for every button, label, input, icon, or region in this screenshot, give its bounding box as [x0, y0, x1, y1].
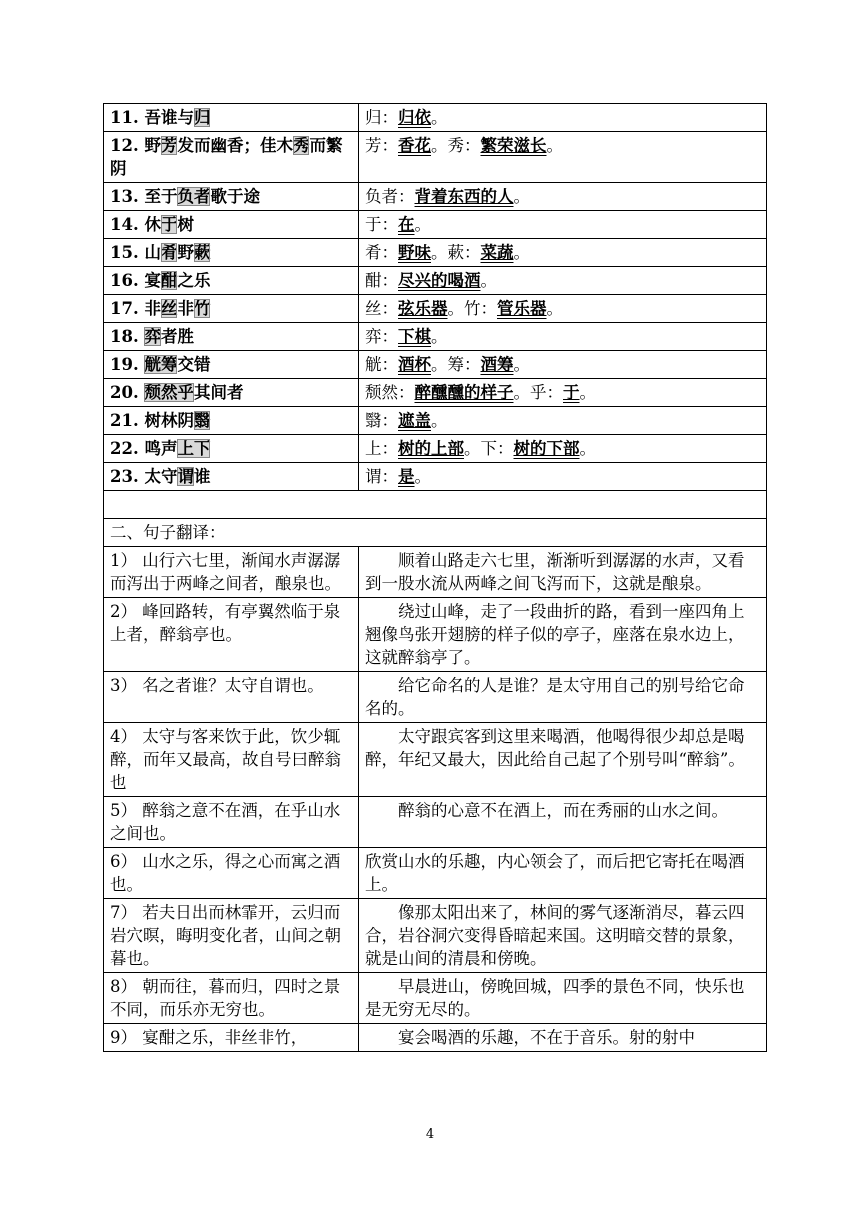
text-segment: 。 [431, 327, 448, 346]
label-text: 肴： [365, 243, 398, 262]
vocab-row [104, 267, 767, 295]
answer-text: 野味 [398, 243, 431, 262]
page-number: 4 [425, 1127, 435, 1142]
answer-text: 树的上部 [398, 439, 464, 458]
text-segment: 者胜 [160, 327, 194, 346]
label-text: 。 [513, 355, 530, 374]
text-segment: 宴 [144, 271, 161, 290]
source-sentence-cell: 1） 山行六七里，渐闻水声潺潺而泻出于两峰之间者，酿泉也。 [104, 547, 359, 598]
highlighted-word: 芳 [160, 136, 178, 155]
highlighted-word: 翳 [193, 411, 211, 430]
answer-text: 酒杯 [398, 355, 431, 374]
vocab-definition-cell [359, 435, 767, 463]
text-segment: 至于 [144, 187, 178, 206]
highlighted-word: 蔌 [193, 243, 211, 262]
highlighted-word: 谓 [177, 467, 194, 486]
highlighted-word: 竹 [193, 299, 211, 318]
label-text: 。蔌： [431, 243, 481, 262]
blank-row [104, 491, 767, 519]
vocab-row [104, 183, 767, 211]
label-text: 。竹： [447, 299, 497, 318]
vocab-definition-cell [359, 407, 767, 435]
text-segment: 吾谁与 [144, 108, 194, 127]
text-segment: 发而幽香；佳木 [177, 136, 293, 155]
translation-cell: 宴会喝酒的乐趣，不在于音乐。射的射中 [359, 1024, 767, 1052]
label-text: 酣： [365, 271, 398, 290]
item-number: 19. [110, 355, 139, 374]
answer-text: 香花 [398, 136, 431, 155]
answer-text: 管乐器 [497, 299, 547, 318]
answer-text: 归依 [398, 108, 431, 127]
answer-text: 遮盖 [398, 411, 431, 430]
highlighted-word: 肴 [160, 243, 178, 262]
text-segment: 。 [414, 467, 431, 486]
vocab-phrase-cell [104, 463, 359, 491]
answer-text: 下棋 [398, 327, 431, 346]
sentence-row [104, 848, 767, 899]
highlighted-word: 负者 [177, 187, 211, 206]
text-segment: 谁 [193, 467, 211, 486]
vocab-row [104, 211, 767, 239]
text-segment: 野 [144, 136, 161, 155]
highlighted-word: 觥筹 [144, 355, 178, 374]
worksheet-table [103, 103, 767, 1052]
vocab-definition-cell [359, 132, 767, 183]
vocab-row [104, 239, 767, 267]
sentence-row [104, 598, 767, 672]
text-segment: 。秀： [431, 136, 481, 155]
vocab-row [104, 323, 767, 351]
answer-text: 酒筹 [480, 355, 514, 374]
translation-cell: 太守跟宾客到这里来喝酒，他喝得很少却总是喝醉，年纪又最大，因此给自己起了个别号叫“醉翁”。 [359, 723, 767, 797]
vocab-row [104, 295, 767, 323]
vocab-definition-cell [359, 351, 767, 379]
vocab-phrase-cell [104, 239, 359, 267]
sentence-row [104, 899, 767, 973]
answer-text: 弦乐器 [398, 299, 448, 318]
source-sentence-cell: 2） 峰回路转，有亭翼然临于泉上者，醉翁亭也。 [104, 598, 359, 672]
highlighted-word: 秀 [292, 136, 310, 155]
answer-text: 于 [563, 383, 580, 402]
sentence-row [104, 672, 767, 723]
text-segment: 非 [177, 299, 194, 318]
vocab-phrase-cell [104, 295, 359, 323]
vocab-phrase-cell [104, 323, 359, 351]
item-number: 13. [110, 187, 139, 206]
vocab-row [104, 379, 767, 407]
vocab-phrase-cell [104, 379, 359, 407]
vocab-definition-cell [359, 463, 767, 491]
vocab-row [104, 407, 767, 435]
item-number: 17. [110, 299, 139, 318]
translation-cell: 欣赏山水的乐趣，内心领会了，而后把它寄托在喝酒上。 [359, 848, 767, 899]
item-number: 21. [110, 411, 139, 430]
label-text: 丝： [365, 299, 398, 318]
source-sentence-cell: 6） 山水之乐，得之心而寓之酒也。 [104, 848, 359, 899]
vocab-phrase-cell [104, 183, 359, 211]
highlighted-word: 弈 [144, 327, 161, 346]
item-number: 16. [110, 271, 139, 290]
sentence-row [104, 723, 767, 797]
answer-text: 菜蔬 [480, 243, 514, 262]
answer-text: 是 [398, 467, 415, 486]
vocab-phrase-cell [104, 104, 359, 132]
vocab-section [104, 104, 767, 491]
label-text: 。下： [464, 439, 514, 458]
text-segment: 。 [546, 299, 563, 318]
text-segment: 非 [144, 299, 161, 318]
vocab-phrase-cell [104, 267, 359, 295]
text-segment: 鸣声 [144, 439, 178, 458]
item-number: 15. [110, 243, 139, 262]
vocab-definition-cell [359, 183, 767, 211]
answer-text: 背着东西的人 [414, 187, 514, 206]
label-text: 负者： [365, 187, 415, 206]
vocab-row [104, 351, 767, 379]
text-segment: 。 [546, 136, 563, 155]
text-segment: 归： [365, 108, 398, 127]
source-sentence-cell: 5） 醉翁之意不在酒，在乎山水之间也。 [104, 797, 359, 848]
vocab-definition-cell [359, 295, 767, 323]
source-sentence-cell: 4） 太守与客来饮于此，饮少辄醉，而年又最高，故自号曰醉翁也 [104, 723, 359, 797]
section-heading: 二、句子翻译： [104, 519, 767, 547]
highlighted-word: 上下 [177, 439, 211, 458]
vocab-row [104, 132, 767, 183]
vocab-phrase-cell [104, 435, 359, 463]
label-text: 上： [365, 439, 398, 458]
answer-text: 尽兴的喝酒 [398, 271, 481, 290]
label-text: 弈： [365, 327, 398, 346]
vocab-phrase-cell [104, 407, 359, 435]
label-text: 。筹： [431, 355, 481, 374]
text-segment: 交错 [177, 355, 211, 374]
text-segment: 歌于途 [210, 187, 260, 206]
text-segment: 山 [144, 243, 161, 262]
vocab-definition-cell [359, 267, 767, 295]
label-text: 翳： [365, 411, 398, 430]
item-number: 20. [110, 383, 139, 402]
translation-cell: 早晨进山，傍晚回城，四季的景色不同，快乐也是无穷无尽的。 [359, 973, 767, 1024]
section-heading-row [104, 519, 767, 547]
label-text: 于： [365, 215, 398, 234]
vocab-phrase-cell [104, 132, 359, 183]
item-number: 12. [110, 136, 139, 155]
text-segment: 野 [177, 243, 194, 262]
highlighted-word: 酣 [160, 271, 178, 290]
item-number: 18. [110, 327, 139, 346]
sentence-row [104, 797, 767, 848]
text-segment: 。 [579, 383, 596, 402]
highlighted-word: 颓然乎 [144, 383, 194, 402]
text-segment: 。 [431, 108, 448, 127]
vocab-definition-cell [359, 379, 767, 407]
sentence-section [104, 547, 767, 1052]
text-segment: 。 [579, 439, 596, 458]
label-text: 。乎： [513, 383, 563, 402]
label-text: 觥： [365, 355, 398, 374]
translation-cell: 顺着山路走六七里，渐渐听到潺潺的水声，又看到一股水流从两峰之间飞泻而下，这就是酿泉。 [359, 547, 767, 598]
text-segment: 之乐 [177, 271, 211, 290]
text-segment: 而繁阴 [110, 136, 343, 178]
text-segment: 。 [513, 243, 530, 262]
vocab-phrase-cell [104, 351, 359, 379]
text-segment: 芳： [365, 136, 398, 155]
translation-cell: 像那太阳出来了，林间的雾气逐渐消尽，暮云四合，岩谷洞穴变得昏暗起来国。这明暗交替的景象，就是山间的清晨和傍晚。 [359, 899, 767, 973]
vocab-row [104, 435, 767, 463]
vocab-row [104, 104, 767, 132]
text-segment: 其间者 [193, 383, 244, 402]
text-segment: 。 [431, 411, 448, 430]
item-number: 23. [110, 467, 139, 486]
item-number: 14. [110, 215, 139, 234]
text-segment: 。 [480, 271, 497, 290]
text-segment: 休 [144, 215, 161, 234]
source-sentence-cell: 3） 名之者谁？太守自谓也。 [104, 672, 359, 723]
label-text: 颓然： [365, 383, 415, 402]
label-text: 。 [513, 187, 530, 206]
highlighted-word: 归 [193, 108, 211, 127]
spacer-section [104, 491, 767, 547]
item-number: 22. [110, 439, 139, 458]
vocab-definition-cell [359, 239, 767, 267]
source-sentence-cell: 7） 若夫日出而林霏开，云归而岩穴暝，晦明变化者，山间之朝暮也。 [104, 899, 359, 973]
text-segment: 太守 [144, 467, 178, 486]
translation-cell: 醉翁的心意不在酒上，而在秀丽的山水之间。 [359, 797, 767, 848]
answer-text: 在 [398, 215, 415, 234]
text-segment: 。 [414, 215, 431, 234]
answer-text: 树的下部 [513, 439, 580, 458]
source-sentence-cell: 8） 朝而往，暮而归，四时之景不同，而乐亦无穷也。 [104, 973, 359, 1024]
vocab-definition-cell [359, 323, 767, 351]
vocab-row [104, 463, 767, 491]
answer-text: 醉醺醺的样子 [414, 383, 514, 402]
text-segment: 树林阴 [144, 411, 194, 430]
vocab-phrase-cell [104, 211, 359, 239]
translation-cell: 绕过山峰，走了一段曲折的路，看到一座四角上翘像鸟张开翅膀的样子似的亭子，座落在泉水边上，这就醉翁亭了。 [359, 598, 767, 672]
translation-cell: 给它命名的人是谁？是太守用自己的别号给它命名的。 [359, 672, 767, 723]
sentence-row [104, 1024, 767, 1052]
vocab-definition-cell [359, 211, 767, 239]
text-segment: 树 [177, 215, 194, 234]
answer-text: 繁荣滋长 [480, 136, 547, 155]
highlighted-word: 于 [160, 215, 178, 234]
item-number: 11. [110, 108, 139, 127]
source-sentence-cell: 9） 宴酣之乐，非丝非竹， [104, 1024, 359, 1052]
vocab-definition-cell [359, 104, 767, 132]
highlighted-word: 丝 [160, 299, 178, 318]
label-text: 谓： [365, 467, 398, 486]
sentence-row [104, 973, 767, 1024]
sentence-row [104, 547, 767, 598]
